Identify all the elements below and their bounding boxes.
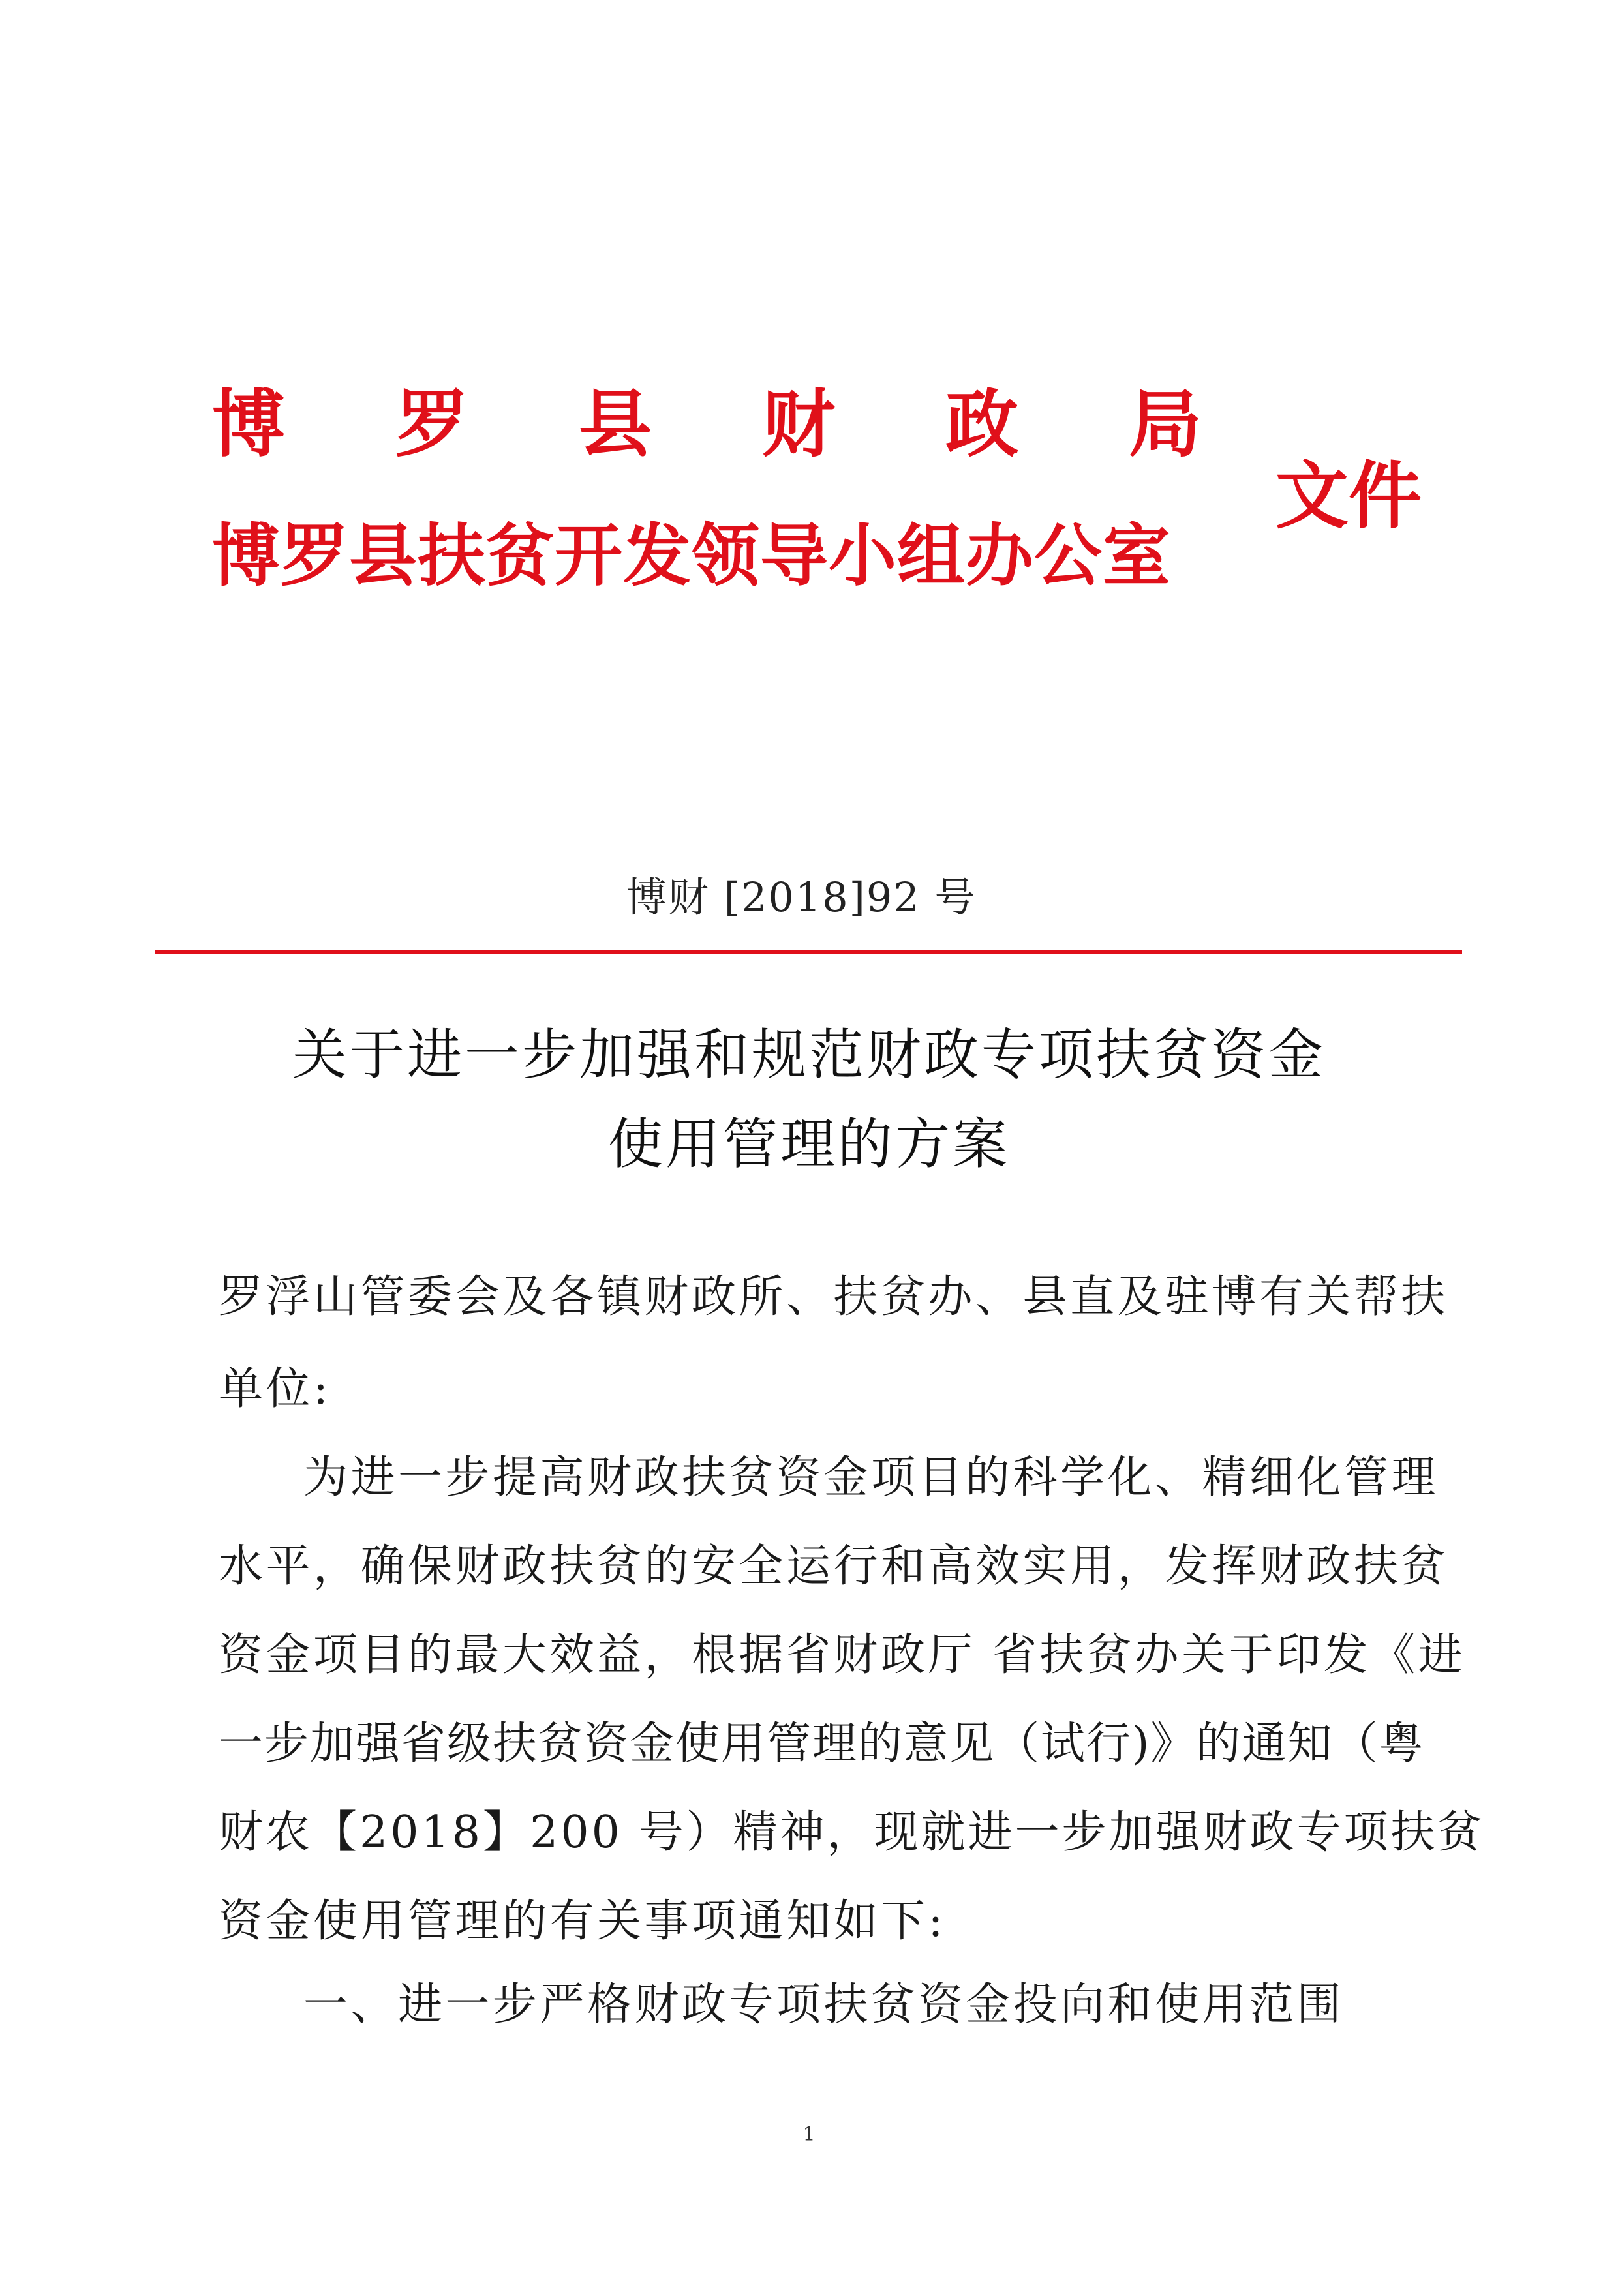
addressee-line1: 罗浮山管委会及各镇财政所、扶贫办、县直及驻博有关帮扶: [219, 1271, 1449, 1323]
paragraph-line: 为进一步提高财政扶贫资金项目的科学化、精细化管理: [303, 1452, 1439, 1503]
paragraph-line: 资金项目的最大效益，根据省财政厅 省扶贫办关于印发《进: [219, 1629, 1466, 1681]
section-heading: 一、进一步严格财政专项扶贫资金投向和使用范围: [303, 1979, 1345, 2031]
paragraph-line: 水平，确保财政扶贫的安全运行和高效实用，发挥财政扶贫: [219, 1541, 1449, 1592]
document-number: 博财 [2018]92 号: [626, 873, 977, 921]
paragraph-line: 资金使用管理的有关事项通知如下:: [219, 1896, 946, 1947]
addressee-line2: 单位:: [219, 1363, 331, 1415]
issuer-line-poverty-office: 博罗县扶贫开发领导小组办公室: [212, 516, 1172, 596]
document-title-line2: 使用管理的方案: [607, 1112, 1010, 1176]
paragraph-line: 一步加强省级扶贫资金使用管理的意见（试行)》的通知（粤: [219, 1718, 1425, 1770]
red-separator-line: [155, 950, 1462, 954]
paragraph-line: 财农【2018】200 号）精神，现就进一步加强财政专项扶贫: [219, 1807, 1485, 1858]
document-title-line1: 关于进一步加强和规范财政专项扶贫资金: [292, 1023, 1326, 1087]
issuer-line-finance-bureau: 博罗县财政局: [212, 382, 1312, 467]
page-number: 1: [802, 2123, 816, 2146]
document-type-label: 文件: [1275, 454, 1422, 539]
